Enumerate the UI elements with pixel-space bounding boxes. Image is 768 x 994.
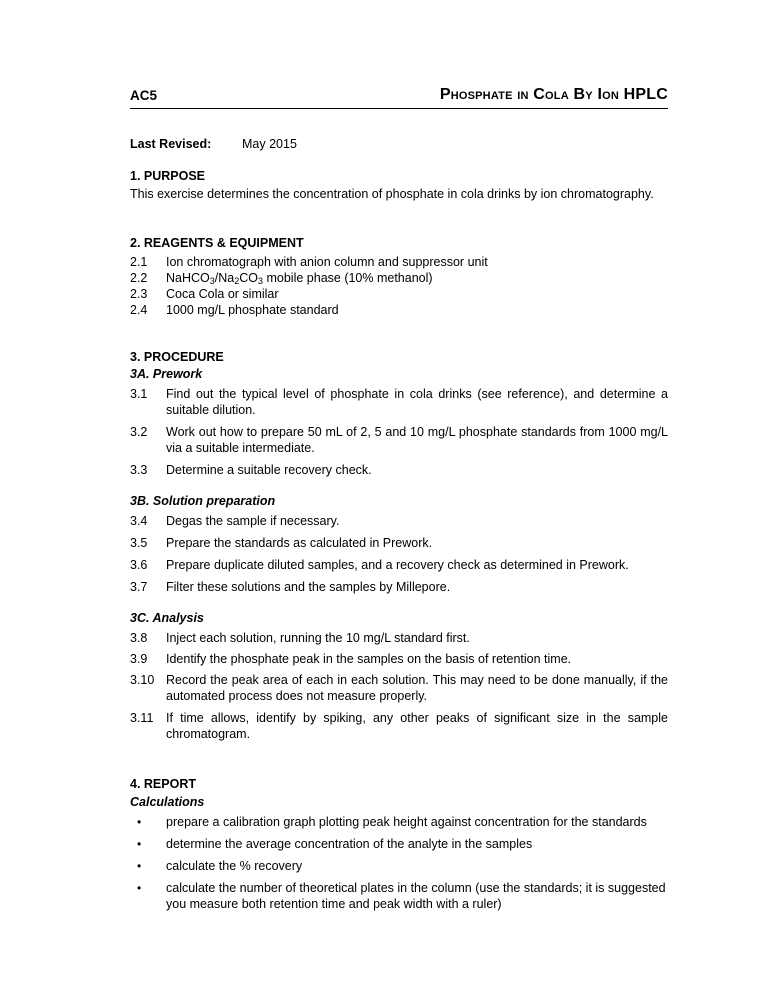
step-number: 3.1 xyxy=(130,387,148,401)
step-number: 3.7 xyxy=(130,580,148,594)
step-number: 3.8 xyxy=(130,631,148,645)
step-text: Degas the sample if necessary. xyxy=(166,514,340,528)
step-text: Inject each solution, running the 10 mg/L standard first. xyxy=(166,631,470,645)
subsection-prework-heading: 3A. Prework xyxy=(130,367,203,381)
bullet-icon: • xyxy=(137,815,142,829)
procedure-step xyxy=(130,424,668,456)
procedure-step xyxy=(130,651,668,667)
calculation-bullet xyxy=(130,836,668,852)
reagent-item xyxy=(130,270,668,286)
item-number: 2.4 xyxy=(130,303,148,317)
step-number: 3.5 xyxy=(130,536,148,550)
procedure-step xyxy=(130,557,668,573)
bullet-icon: • xyxy=(137,881,142,895)
bullet-text: calculate the % recovery xyxy=(166,859,303,873)
page-header xyxy=(130,86,668,109)
last-revised-label: Last Revised: xyxy=(130,137,212,151)
section-reagents-heading: 2. REAGENTS & EQUIPMENT xyxy=(130,236,304,250)
step-number: 3.10 xyxy=(130,673,155,687)
section-purpose-heading: 1. PURPOSE xyxy=(130,169,206,183)
item-text: 1000 mg/L phosphate standard xyxy=(166,303,339,317)
subsection-solution-heading: 3B. Solution preparation xyxy=(130,494,276,508)
step-text: Record the peak area of each in each solution. This may need to be done manually, if the automated process does not measure properly. xyxy=(166,673,668,703)
subsection-calculations-heading: Calculations xyxy=(130,795,205,809)
last-revised-date: May 2015 xyxy=(242,137,297,151)
step-text: Filter these solutions and the samples by Millepore. xyxy=(166,580,451,594)
step-number: 3.2 xyxy=(130,425,148,439)
step-number: 3.9 xyxy=(130,652,148,666)
bullet-icon: • xyxy=(137,837,142,851)
step-text: Prepare duplicate diluted samples, and a recovery check as determined in Prework. xyxy=(166,558,629,572)
calculation-bullet xyxy=(130,880,668,912)
step-number: 3.6 xyxy=(130,558,148,572)
section-report-heading: 4. REPORT xyxy=(130,777,196,791)
procedure-step xyxy=(130,579,668,595)
item-number: 2.1 xyxy=(130,255,148,269)
calculation-bullet xyxy=(130,858,668,874)
item-number: 2.2 xyxy=(130,271,148,285)
bullet-text: prepare a calibration graph plotting peak height against concentration for the standards xyxy=(166,815,647,829)
procedure-step xyxy=(130,513,668,529)
bullet-icon: • xyxy=(137,859,142,873)
item-text: Coca Cola or similar xyxy=(166,287,279,301)
step-text: Identify the phosphate peak in the samples on the basis of retention time. xyxy=(166,652,572,666)
procedure-step xyxy=(130,630,668,646)
section-procedure-heading: 3. PROCEDURE xyxy=(130,350,224,364)
subsection-analysis-heading: 3C. Analysis xyxy=(130,611,204,625)
step-text: If time allows, identify by spiking, any other peaks of significant size in the sample chromatogram. xyxy=(166,711,668,741)
procedure-step xyxy=(130,462,668,478)
document-title: Phosphate in Cola By Ion HPLC xyxy=(439,86,668,103)
procedure-step xyxy=(130,386,668,418)
step-number: 3.3 xyxy=(130,463,148,477)
step-number: 3.4 xyxy=(130,514,148,528)
procedure-step xyxy=(130,710,668,742)
step-text: Work out how to prepare 50 mL of 2, 5 and 10 mg/L phosphate standards from 1000 mg/L via a suitable intermediate. xyxy=(166,425,668,455)
reagent-item xyxy=(130,302,668,318)
reagent-item xyxy=(130,254,668,270)
step-text: Find out the typical level of phosphate in cola drinks (see reference), and determine a suitable dilution. xyxy=(166,387,668,417)
purpose-text: This exercise determines the concentration of phosphate in cola drinks by ion chromatography. xyxy=(130,187,654,201)
procedure-step xyxy=(130,672,668,704)
item-text: $NaHCO_3/Na_2CO_3$ mobile phase (10% methanol) xyxy=(166,271,433,286)
step-text: Prepare the standards as calculated in Prework. xyxy=(166,536,433,550)
reagent-item xyxy=(130,286,668,302)
step-number: 3.11 xyxy=(130,711,154,725)
bullet-text: calculate the number of theoretical plates in the column (use the standards; it is suggested you measure both retention time and peak width with a ruler) xyxy=(166,881,666,911)
item-text: Ion chromatograph with anion column and suppressor unit xyxy=(166,255,488,269)
calculation-bullet xyxy=(130,814,668,830)
document-code: AC5 xyxy=(130,88,158,103)
step-text: Determine a suitable recovery check. xyxy=(166,463,372,477)
item-number: 2.3 xyxy=(130,287,148,301)
last-revised xyxy=(130,137,297,151)
bullet-text: determine the average concentration of the analyte in the samples xyxy=(166,837,533,851)
procedure-step xyxy=(130,535,668,551)
